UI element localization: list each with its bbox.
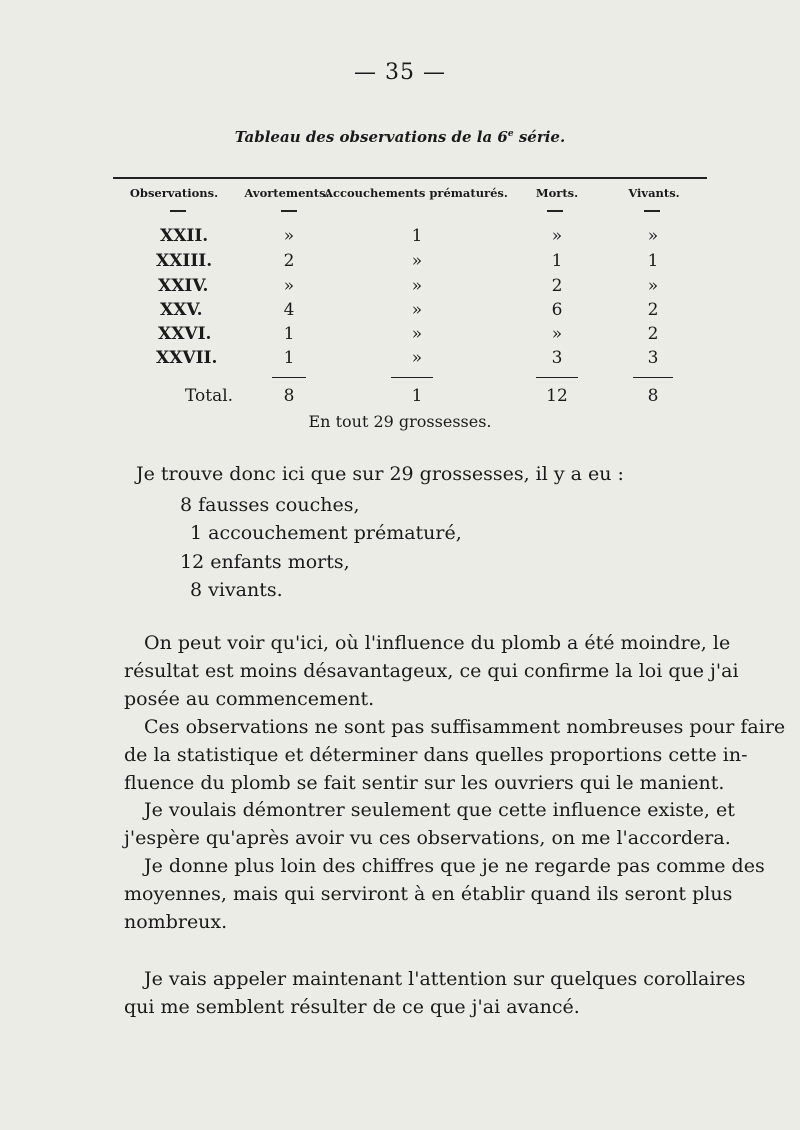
- list-item: 8 vivants.: [190, 579, 283, 601]
- cell-morts: 6: [551, 300, 563, 320]
- paragraph: [124, 852, 765, 936]
- total-vivants: 8: [647, 386, 659, 406]
- header-vivants: Vivants.: [628, 186, 680, 200]
- sum-rule: [272, 377, 306, 378]
- sum-rule: [633, 377, 673, 378]
- header-dash: [547, 210, 563, 212]
- text-line: Ces observations ne sont pas suffisamment nombreuses pour faire: [144, 716, 786, 738]
- cell-vivants: »: [647, 226, 659, 246]
- cell-avortements: »: [283, 276, 295, 296]
- text-line: Je donne plus loin des chiffres que je ne regarde pas comme des: [144, 855, 765, 877]
- paragraph: [124, 713, 786, 797]
- text-line: j'espère qu'après avoir vu ces observations, on me l'accordera.: [124, 827, 731, 849]
- cell-accouchements: 1: [411, 226, 423, 246]
- cell-vivants: 3: [647, 348, 659, 368]
- cell-vivants: »: [647, 276, 659, 296]
- header-dash: [170, 210, 186, 212]
- cell-avortements: 1: [283, 324, 295, 344]
- cell-vivants: 2: [647, 300, 659, 320]
- row-label: XXIII.: [156, 251, 213, 271]
- cell-morts: 1: [551, 251, 563, 271]
- total-label: Total.: [185, 386, 234, 406]
- grand-total: En tout 29 grossesses.: [308, 412, 492, 431]
- header-dash: [281, 210, 297, 212]
- row-label: XXVI.: [158, 324, 212, 344]
- row-label: XXII.: [160, 226, 209, 246]
- cell-accouchements: »: [411, 300, 423, 320]
- text-line: On peut voir qu'ici, où l'influence du plomb a été moindre, le: [144, 632, 731, 654]
- page-number: — 35 —: [354, 60, 446, 85]
- cell-accouchements: »: [411, 276, 423, 296]
- header-accouchements: Accouchements prématurés.: [324, 186, 508, 200]
- paragraph: [124, 629, 739, 713]
- text-line: fluence du plomb se fait sentir sur les ouvriers qui le manient.: [124, 772, 725, 794]
- table-top-rule: [113, 177, 707, 179]
- intro-sentence: Je trouve donc ici que sur 29 grossesses, il y a eu :: [136, 463, 624, 485]
- header-avortements: Avortements.: [244, 186, 330, 200]
- total-accouchements: 1: [411, 386, 423, 406]
- cell-avortements: 1: [283, 348, 295, 368]
- text-line: de la statistique et déterminer dans quelles proportions cette in-: [124, 744, 748, 766]
- cell-morts: 3: [551, 348, 563, 368]
- total-avortements: 8: [283, 386, 295, 406]
- cell-morts: 2: [551, 276, 563, 296]
- cell-accouchements: »: [411, 324, 423, 344]
- text-line: Je vais appeler maintenant l'attention sur quelques corollaires: [144, 968, 746, 990]
- caption-suffix: série.: [513, 128, 566, 146]
- cell-accouchements: »: [411, 251, 423, 271]
- cell-avortements: 2: [283, 251, 295, 271]
- cell-vivants: 1: [647, 251, 659, 271]
- sum-rule: [391, 377, 433, 378]
- cell-morts: »: [551, 226, 563, 246]
- cell-vivants: 2: [647, 324, 659, 344]
- header-observations: Observations.: [129, 186, 219, 200]
- row-label: XXVII.: [156, 348, 218, 368]
- text-line: résultat est moins désavantageux, ce qui confirme la loi que j'ai: [124, 660, 739, 682]
- paragraph: [124, 796, 735, 852]
- total-morts: 12: [546, 386, 568, 406]
- cell-accouchements: »: [411, 348, 423, 368]
- list-item: 1 accouchement prématuré,: [190, 522, 462, 544]
- text-line: Je voulais démontrer seulement que cette influence existe, et: [144, 799, 735, 821]
- cell-morts: »: [551, 324, 563, 344]
- table-caption: [0, 128, 800, 146]
- cell-avortements: »: [283, 226, 295, 246]
- header-morts: Morts.: [535, 186, 579, 200]
- caption-superscript: e: [507, 129, 514, 139]
- list-item: 8 fausses couches,: [180, 494, 360, 516]
- caption-text: Tableau des observations de la 6: [234, 128, 508, 146]
- row-label: XXIV.: [158, 276, 209, 296]
- list-item: 12 enfants morts,: [180, 551, 350, 573]
- cell-avortements: 4: [283, 300, 295, 320]
- paragraph: [124, 965, 746, 1021]
- text-line: posée au commencement.: [124, 688, 375, 710]
- text-line: qui me semblent résulter de ce que j'ai avancé.: [124, 996, 580, 1018]
- sum-rule: [536, 377, 578, 378]
- text-line: moyennes, mais qui serviront à en établir quand ils seront plus: [124, 883, 733, 905]
- row-label: XXV.: [160, 300, 203, 320]
- header-dash: [644, 210, 660, 212]
- text-line: nombreux.: [124, 911, 228, 933]
